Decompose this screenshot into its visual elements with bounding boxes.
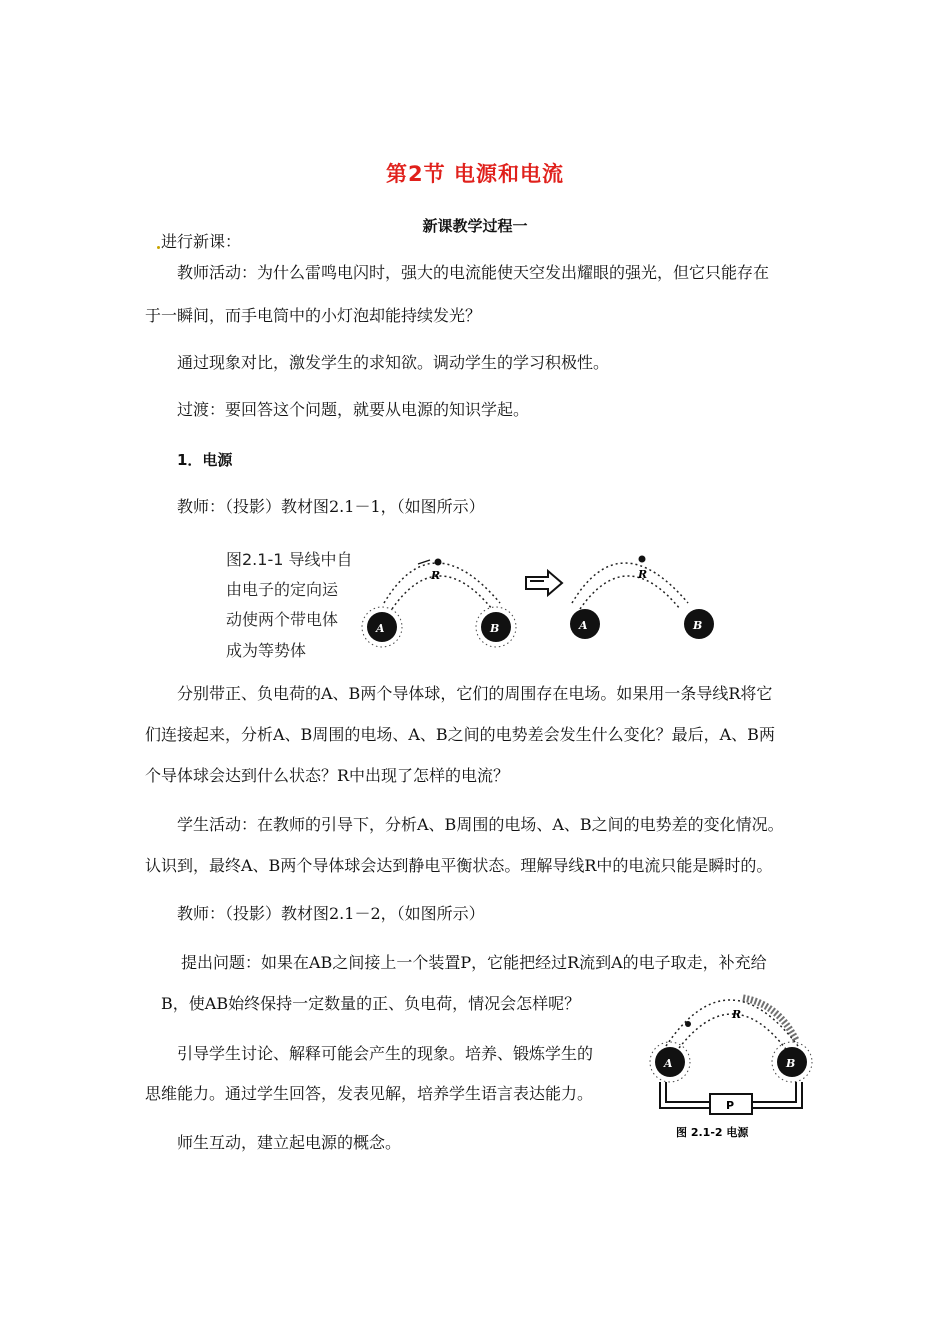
decor-dot	[157, 246, 160, 249]
paragraph-7: 教师：（投影）教材图2.1－2，（如图所示）	[177, 904, 485, 923]
figure1-label-b-left: B	[490, 622, 500, 635]
figure1-wire-left-inner	[392, 576, 492, 609]
figure2-label-r: R	[732, 1008, 742, 1021]
right-arrow-icon	[526, 571, 562, 595]
section-heading-power-source: 1．电源	[177, 451, 233, 469]
figure1-label-r-right: R	[638, 568, 648, 581]
paragraph-9-line-1: 引导学生讨论、解释可能会产生的现象。培养、锻炼学生的	[177, 1044, 594, 1063]
paragraph-5-line-2: 们连接起来，分析A、B周围的电场、A、B之间的电势差会发生什么变化？最后，A、B两	[145, 725, 775, 744]
paragraph-8-line-1: 提出问题：如果在AB之间接上一个装置P，它能把经过R流到A的电子取走，补充给	[181, 953, 767, 972]
paragraph-6-line-1: 学生活动：在教师的引导下，分析A、B周围的电场、A、B之间的电势差的变化情况。	[177, 815, 784, 834]
figure1-electron-right	[639, 556, 646, 563]
paragraph-3: 过渡：要回答这个问题，就要从电源的知识学起。	[177, 400, 530, 419]
intro-text: 进行新课：	[161, 232, 242, 251]
figure2-label-b: B	[786, 1057, 796, 1070]
figure1-electron-left	[435, 559, 442, 566]
figure1-label-r-left: R	[431, 569, 441, 582]
figure1-label-b-right: B	[693, 619, 703, 632]
page-title: 第2节 电源和电流	[386, 162, 564, 186]
paragraph-8-line-2: B，使AB始终保持一定数量的正、负电荷，情况会怎样呢？	[161, 994, 581, 1013]
paragraph-1-line-2: 于一瞬间，而手电筒中的小灯泡却能持续发光？	[145, 306, 482, 325]
figure1-label-a-left: A	[376, 622, 385, 635]
paragraph-9-line-2: 思维能力。通过学生回答，发表见解，培养学生语言表达能力。	[145, 1084, 594, 1103]
figure2-caption: 图 2.1-2 电源	[676, 1126, 749, 1139]
paragraph-6-line-2: 认识到，最终A、B两个导体球会达到静电平衡状态。理解导线R中的电流只能是瞬时的。	[145, 856, 773, 875]
figure1-diagram-right-balls	[560, 590, 720, 650]
figure1-caption-line-1: 图2.1-1 导线中自	[226, 550, 353, 569]
paragraph-5-line-3: 个导体球会达到什么状态？R中出现了怎样的电流？	[145, 766, 510, 785]
figure1-caption-line-4: 成为等势体	[226, 641, 307, 660]
figure2-label-p: P	[726, 1099, 735, 1112]
figure2-diagram	[648, 984, 818, 1144]
paragraph-2: 通过现象对比，激发学生的求知欲。调动学生的学习积极性。	[177, 353, 610, 372]
figure2-label-a: A	[664, 1057, 673, 1070]
paragraph-4: 教师：（投影）教材图2.1－1，（如图所示）	[177, 497, 485, 516]
figure1-diagram	[222, 543, 648, 671]
figure1-caption-line-2: 由电子的定向运	[226, 580, 339, 599]
figure1-caption-line-3: 动使两个带电体	[226, 610, 339, 629]
page-subtitle: 新课教学过程一	[422, 217, 528, 235]
paragraph-5-line-1: 分别带正、负电荷的A、B两个导体球，它们的周围存在电场。如果用一条导线R将它	[177, 684, 773, 703]
paragraph-1-line-1: 教师活动：为什么雷鸣电闪时，强大的电流能使天空发出耀眼的强光，但它只能存在	[177, 263, 770, 282]
paragraph-10: 师生互动，建立起电源的概念。	[177, 1133, 402, 1152]
figure1-label-a-right: A	[579, 619, 588, 632]
